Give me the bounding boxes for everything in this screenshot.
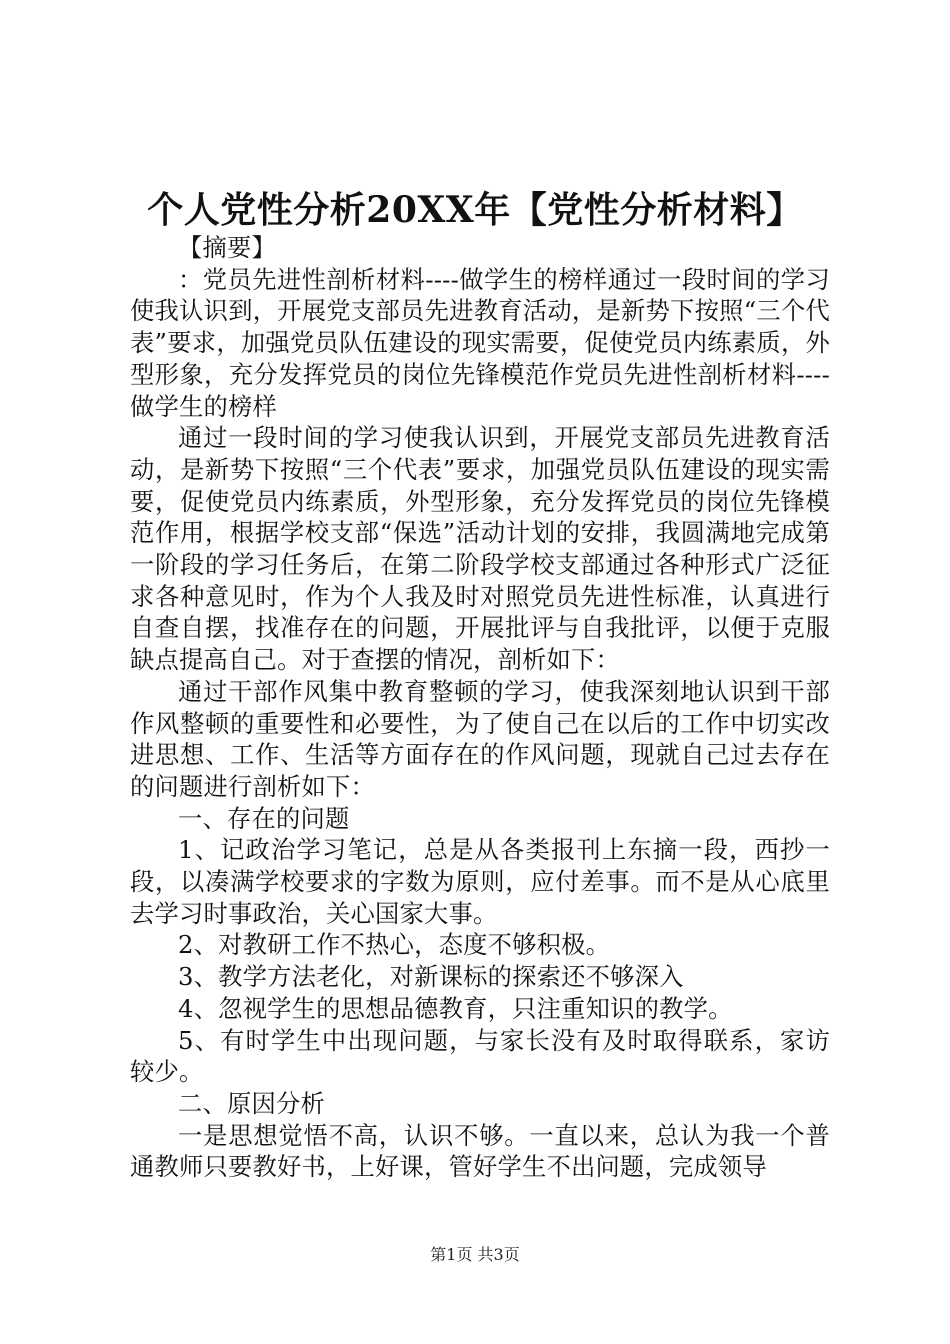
paragraph: 通过干部作风集中教育整顿的学习，使我深刻地认识到干部作风整顿的重要性和必要性，为了使自己在以后的工作中切实改进思想、工作、生活等方面存在的作风问题，现就自己过去存在的问题进行剖析如下：: [130, 676, 830, 801]
section-heading-problems: 一、存在的问题: [178, 803, 350, 833]
document-title: 个人党性分析20XX年【党性分析材料】: [147, 189, 803, 231]
list-item: 1、记政治学习笔记，总是从各类报刊上东摘一段，西抄一段，以凑满学校要求的字数为原则，应付差事。而不是从心底里去学习时事政治，关心国家大事。: [130, 835, 830, 928]
list-item: 4、忽视学生的思想品德教育，只注重知识的教学。: [178, 993, 733, 1023]
paragraph-abstract-heading: 【摘要】: [178, 233, 276, 262]
paragraph: ：党员先进性剖析材料----做学生的榜样通过一段时间的学习使我认识到，开展党支部员先进教育活动，是新势下按照“三个代表”要求，加强党员队伍建设的现实需要，促使党员内练素质，外型形象，充分发挥党员的岗位先锋模范作党员先进性剖析材料----做学生的榜样: [130, 264, 830, 421]
paragraph: 一是思想觉悟不高，认识不够。一直以来，总认为我一个普通教师只要教好书，上好课，管好学生不出问题，完成领导: [130, 1120, 830, 1182]
section-heading-causes: 二、原因分析: [178, 1088, 325, 1118]
list-item: 2、对教研工作不热心，态度不够积极。: [178, 930, 611, 960]
page-number-footer: 第1页 共3页: [430, 1245, 520, 1264]
list-item: 3、教学方法老化，对新课标的探索还不够深入: [178, 962, 684, 992]
paragraph: 通过一段时间的学习使我认识到，开展党支部员先进教育活动，是新势下按照“三个代表”要求，加强党员队伍建设的现实需要，促使党员内练素质，外型形象，充分发挥党员的岗位先锋模范作用，根据学校支部“保选”活动计划的安排，我圆满地完成第一阶段的学习任务后，在第二阶段学校支部通过各种形式广泛征求各种意见时，作为个人我及时对照党员先进性标准，认真进行自查自摆，找准存在的问题，开展批评与自我批评，以便于克服缺点提高自己。对于查摆的情况，剖析如下：: [130, 423, 830, 675]
document-body: [130, 232, 830, 1183]
list-item: 5、有时学生中出现问题，与家长没有及时取得联系，家访较少。: [130, 1025, 830, 1087]
